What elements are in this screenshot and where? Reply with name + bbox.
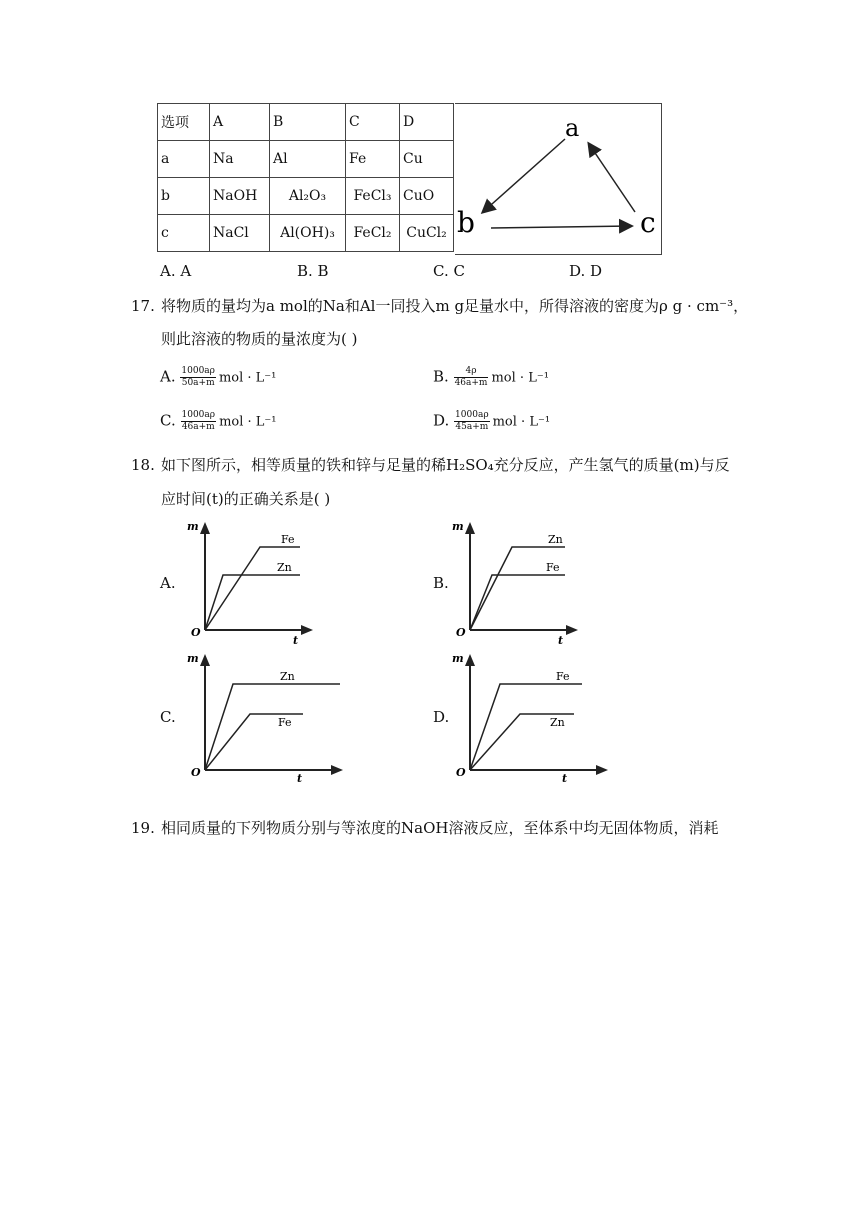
table-cell: Al xyxy=(270,141,346,178)
options-table xyxy=(157,103,454,252)
table-header-cell: C xyxy=(346,104,400,141)
q16-choice-a: A. A xyxy=(160,262,192,280)
table-cell: CuCl₂ xyxy=(400,215,454,252)
chart-b xyxy=(450,520,585,645)
table-header-cell: 选项 xyxy=(158,104,210,141)
svg-text:t: t xyxy=(293,634,299,645)
chart-a xyxy=(185,520,320,645)
svg-text:m: m xyxy=(452,520,464,533)
table-cell: FeCl₃ xyxy=(346,178,400,215)
node-a: a xyxy=(565,114,580,142)
svg-text:Zn: Zn xyxy=(550,716,565,729)
table-cell: FeCl₂ xyxy=(346,215,400,252)
q17-number: 17. xyxy=(131,297,155,315)
svg-text:O: O xyxy=(191,766,201,779)
svg-text:t: t xyxy=(297,772,303,782)
table-header-cell: A xyxy=(210,104,270,141)
q17-option-a: A. $\frac{1000a\rho}{50a+m}$ mol · L⁻¹ xyxy=(160,366,277,388)
table-cell: Al₂O₃ xyxy=(270,178,346,215)
table-header-cell: D xyxy=(400,104,454,141)
q17-option-d: D. $\frac{1000a\rho}{45a+m}$ mol · L⁻¹ xyxy=(433,410,551,432)
row-label: c xyxy=(158,215,210,252)
chart-c-letter: C. xyxy=(160,708,176,726)
svg-text:m: m xyxy=(187,652,199,665)
table-cell: Al(OH)₃ xyxy=(270,215,346,252)
chart-d-letter: D. xyxy=(433,708,450,726)
table-cell: Na xyxy=(210,141,270,178)
arrow-c-to-a xyxy=(589,144,635,212)
row-label: a xyxy=(158,141,210,178)
q16-choice-b: B. B xyxy=(297,262,329,280)
table-cell: NaCl xyxy=(210,215,270,252)
table-cell: Cu xyxy=(400,141,454,178)
q18-line2: 应时间(t)的正确关系是( ) xyxy=(161,490,331,508)
series-upper xyxy=(205,684,340,770)
table-header-cell: B xyxy=(270,104,346,141)
svg-text:m: m xyxy=(452,652,464,665)
chart-b-letter: B. xyxy=(433,574,449,592)
series-upper xyxy=(470,547,565,630)
svg-text:O: O xyxy=(456,626,466,639)
svg-text:Zn: Zn xyxy=(548,533,563,546)
q19-line1: 相同质量的下列物质分别与等浓度的NaOH溶液反应，至体系中均无固体物质，消耗 xyxy=(161,819,719,837)
svg-text:O: O xyxy=(456,766,466,779)
row-label: b xyxy=(158,178,210,215)
q17-option-c: C. $\frac{1000a\rho}{46a+m}$ mol · L⁻¹ xyxy=(160,410,277,432)
table-row xyxy=(158,141,454,178)
table-row xyxy=(158,178,454,215)
svg-text:O: O xyxy=(191,626,201,639)
arrow-b-to-c xyxy=(491,226,631,228)
chart-a-letter: A. xyxy=(160,574,176,592)
table-cell: CuO xyxy=(400,178,454,215)
table-row xyxy=(158,104,454,141)
chart-d xyxy=(450,652,610,782)
series-lower xyxy=(205,575,300,630)
q17-line1: 将物质的量均为a mol的Na和Al一同投入m g足量水中，所得溶液的密度为ρ g · cm⁻³， xyxy=(161,297,749,315)
conversion-diagram xyxy=(455,103,662,255)
node-c: c xyxy=(640,206,656,239)
q17-line2: 则此溶液的物质的量浓度为( ) xyxy=(161,330,358,348)
svg-text:Fe: Fe xyxy=(281,533,295,546)
node-b: b xyxy=(457,206,475,239)
series-upper xyxy=(470,684,582,770)
svg-text:Fe: Fe xyxy=(556,670,570,683)
svg-text:Zn: Zn xyxy=(277,561,292,574)
svg-text:Zn: Zn xyxy=(280,670,295,683)
q16-choice-c: C. C xyxy=(433,262,465,280)
svg-text:t: t xyxy=(558,634,564,645)
chart-c xyxy=(185,652,345,782)
q18-number: 18. xyxy=(131,456,155,474)
arrow-a-to-b xyxy=(483,139,565,212)
svg-text:Fe: Fe xyxy=(546,561,560,574)
svg-text:Fe: Fe xyxy=(278,716,292,729)
table-cell: Fe xyxy=(346,141,400,178)
q16-choice-d: D. D xyxy=(569,262,603,280)
table-cell: NaOH xyxy=(210,178,270,215)
q18-line1: 如下图所示，相等质量的铁和锌与足量的稀H₂SO₄充分反应，产生氢气的质量(m)与反 xyxy=(161,456,730,474)
table-row xyxy=(158,215,454,252)
svg-text:m: m xyxy=(187,520,199,533)
q17-option-b: B. $\frac{4\rho}{46a+m}$ mol · L⁻¹ xyxy=(433,366,549,388)
q19-number: 19. xyxy=(131,819,155,837)
svg-text:t: t xyxy=(562,772,568,782)
